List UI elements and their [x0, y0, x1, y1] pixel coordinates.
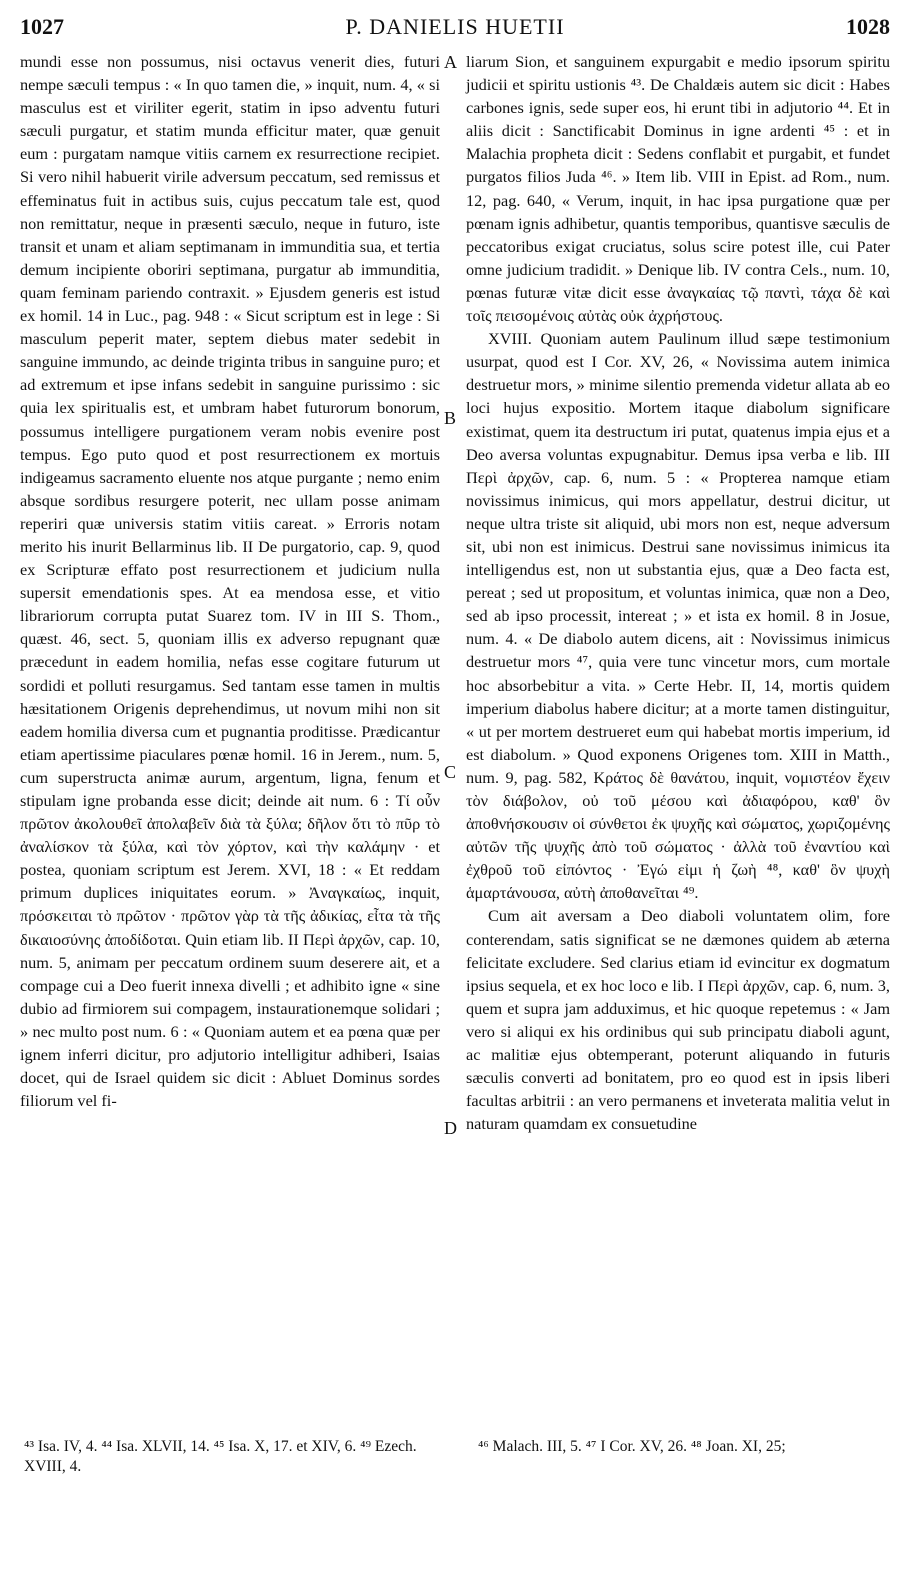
running-title: P. DANIELIS HUETII — [345, 14, 565, 39]
page-number-right: 1028 — [846, 14, 890, 39]
page-header — [20, 14, 890, 44]
page-number-left: 1027 — [20, 14, 64, 39]
footnotes-right: ⁴⁶ Malach. III, 5. ⁴⁷ I Cor. XV, 26. ⁴⁸ Joan. XI, 25; — [478, 1438, 786, 1455]
margin-letter-a: A — [444, 52, 457, 72]
left-column — [20, 50, 440, 1112]
right-column-paragraph-2: XVIII. Quoniam autem Paulinum illud sæpe testimonium usurpat, quod est I Cor. XV, 26, « Novissima autem inimica destruetur mors, » minime silentio premenda videtur allata ab eo loci hujus expositio. Mortem itaque diabolum significare existimat, quem ita destructum iri putat, quatenus impia ejus et a Deo aversa voluntas expugnabitur. Demus ipsa verba e lib. III Περὶ ἀρχῶν, cap. 6, num. 5 : « Propterea namque etiam novissimus inimicus, qui mors appellatur, destrui dicitur, ut neque ultra triste sit aliquid, ubi mors non est, neque adversum sit, ubi non est inimicus. Destrui sane novissimus inimicus ita intelligendus est, non ut substantia ejus, quæ a Deo facta est, pereat ; sed ut propositum, et voluntas inimica, quæ non a Deo, sed ab ipso processit, intereat ; » et ista ex homil. 8 in Josue, num. 4. « De diabolo autem dicens, ait : Novissimus inimicus destruetur mors ⁴⁷, quia vere tunc vincetur mors, cum mortale hoc absorbebitur a vita. » Certe Hebr. II, 14, mortis quidem imperium diabolus habere dicitur; at a morte tamen distinguitur, « ut per mortem destrueret eum qui habebat mortis imperium, id est diabolum. » Quod exponens Origenes tom. XIII in Matth., num. 9, pag. 582, Κράτος δὲ θανάτου, inquit, νομιστέον ἔχειν τὸν διάβολον, οὐ τοῦ μέσου καὶ ἀδιαφόρου, καθ' ὃν ἀποθνήσκουσιν οἱ σύνθετοι ἐκ ψυχῆς καὶ σώματος, χωριζομένης αὐτῶν τῆς ψυχῆς ἀπὸ τοῦ σώματος · ἀλλὰ τοῦ ἐναντίου καὶ ἐχθροῦ τοῦ εἰπόντος · Ἐγώ εἰμι ἡ ζωὴ ⁴⁸, καθ' ὃν ψυχὴ ἁμαρτάνουσα, αὐτὴ ἀποθανεῖται ⁴⁹. — [466, 329, 890, 903]
left-column-text: mundi esse non possumus, nisi octavus venerit dies, futuri nempe sæculi tempus : « In quo tamen die, » inquit, num. 4, « si masculus est et viriliter egerit, statim in ipso adventu futuri sæculi purgatur, et statim munda efficitur mater, quæ genuit eum : purgatam namque vitiis carnem ex resurrectione recipiet. Si vero nihil habuerit virile adversum peccatum, sed remissus et effeminatus fuit in actibus suis, cujus peccatum tale est, quod non remittatur, neque in præsenti sæculo, neque in futuro, iste transit et unam et aliam septimanam in immunditia sua, et tertia demum incipiente oboriri septimana, purgatur ab immunditia, quam feminam pariendo contraxit. » Ejusdem generis est istud ex homil. 14 in Luc., pag. 948 : « Sicut scriptum est in lege : Si masculum peperit mater, septem diebus mater sedebit in sanguine immundo, ac deinde triginta tribus in sanguine puro; et ad extremum et ipse infans sedebit in sanguine purissimo : sic quia lex spiritualis est, et umbram habet futurorum bonorum, possumus intelligere purgationem veram nobis evenire post tempus. Ego puto quod et post resurrectionem ex mortuis indigeamus sacramento eluente nos atque purgante ; nemo enim absque sordibus resurgere poterit, nec ullam posse animam reperiri quæ universis statim vitiis careat. » Erroris notam merito his inurit Bellarminus lib. II De purgatorio, cap. 9, quod ex Scripturæ effato post resurrectionem et judicium nulla supersit emendationis spes. At ea mendosa esse, et vitio librariorum corrupta putat Suarez tom. IV in III S. Thom., quæst. 46, sect. 5, quoniam illis ex adverso repugnant quæ præcedunt in eadem homilia, nefas esse cogitare futurum ut sordidi et polluti resurgamus. Sed tantam esse tamen in multis hæsitationem Origenis deprehendimus, ut novum mihi non sit eadem homilia diversa cum et pugnantia proditisse. Prædicantur etiam apertissime piaculares pœnæ homil. 16 in Jerem., num. 5, cum superstructa animæ aurum, argentum, ligna, fenum et stipulam igne probanda esse dicit; deinde ait num. 6 : Τί οὖν πρῶτον ἀκολουθεῖ ἀπολαβεῖν διὰ τὰ ξύλα; δῆλον ὅτι τὸ πῦρ τὸ ἀναλίσκον τὰ ξύλα, καὶ τὸν χόρτον, καὶ τὴν καλάμην · et postea, quoniam scriptum est Jerem. XVI, 18 : « Et reddam primum duplices iniquitates eorum. » Ἀναγκαίως, inquit, πρόσκειται τὸ πρῶτον · πρῶτον γὰρ τὰ τῆς ἀδικίας, εἶτα τὰ τῆς δικαιοσύνης ἀποδίδοται. Quin etiam lib. II Περὶ ἀρχῶν, cap. 10, num. 5, animam per peccatum ordinem suum deserere ait, et a compage cui a Deo fuerit innexa divelli ; et adhibito igne « sine dubio ad firmiorem sui compagem, instaurationemque solidari ; » nec multo post num. 6 : « Quoniam autem et ea pœna quæ per ignem inferri dicitur, pro adjutorio intelligitur adhiberi, Isaias docet, qui de Israel quidem sic dicit : Abluet Dominus sordes filiorum vel fi- — [20, 52, 440, 1111]
right-column-paragraph-1: liarum Sion, et sanguinem expurgabit e medio ipsorum spiritu judicii et spiritu ustionis ⁴³. De Chaldæis autem sic dicit : Habes carbones ignis, sede super eos, hi erunt tibi in adjutorio ⁴⁴. Et in aliis dicit : Sanctificabit Dominus in igne ardenti ⁴⁵ : et in Malachia propheta dicit : Sedens conflabit et purgabit, et fundet purgatos filios Juda ⁴⁶. » Item lib. VIII in Epist. ad Rom., num. 12, pag. 640, « Verum, inquit, in hac ipsa purgatione quæ per pœnam ignis adhibetur, quantis temporibus, quantisve sæculis de peccatoribus exigat cruciatus, solus scire potest ille, cui Pater omne judicium tradidit. » Denique lib. IV contra Cels., num. 10, pœnas futuræ vitæ dicit esse ἀναγκαίας τῷ παντὶ, τάχα δὲ καὶ τοῖς πεισομένοις αὐτὰς οὐκ ἀχρήστους. — [466, 52, 890, 326]
right-column-paragraph-3: Cum ait aversam a Deo diaboli voluntatem olim, fore conterendam, satis significat se ne dæmones quidem ab æterna felicitate excludere. Sed clarius etiam id evincitur ex dogmatum ipsius sequela, et ex hoc loco e lib. I Περὶ ἀρχῶν, cap. 6, num. 3, quem et supra jam adduximus, et hic quoque repetemus : « Jam vero si aliqui ex his ordinibus qui sub principatu diaboli agunt, ac malitiæ ejus obtemperant, poterunt aliquando in futuris sæculis converti ad bonitatem, pro eo quod est in ipsis liberi facultas arbitrii : an vero permanens et inveterata malitia velut in naturam quamdam ex consuetudine — [466, 906, 890, 1134]
margin-letter-d: D — [444, 1118, 457, 1138]
margin-letter-b: B — [444, 408, 457, 428]
margin-letter-c: C — [444, 762, 457, 782]
footnotes-left: ⁴³ Isa. IV, 4. ⁴⁴ Isa. XLVII, 14. ⁴⁵ Isa. X, 17. et XIV, 6. ⁴⁹ Ezech. XVIII, 4. — [24, 1438, 417, 1475]
right-column — [466, 50, 890, 1135]
